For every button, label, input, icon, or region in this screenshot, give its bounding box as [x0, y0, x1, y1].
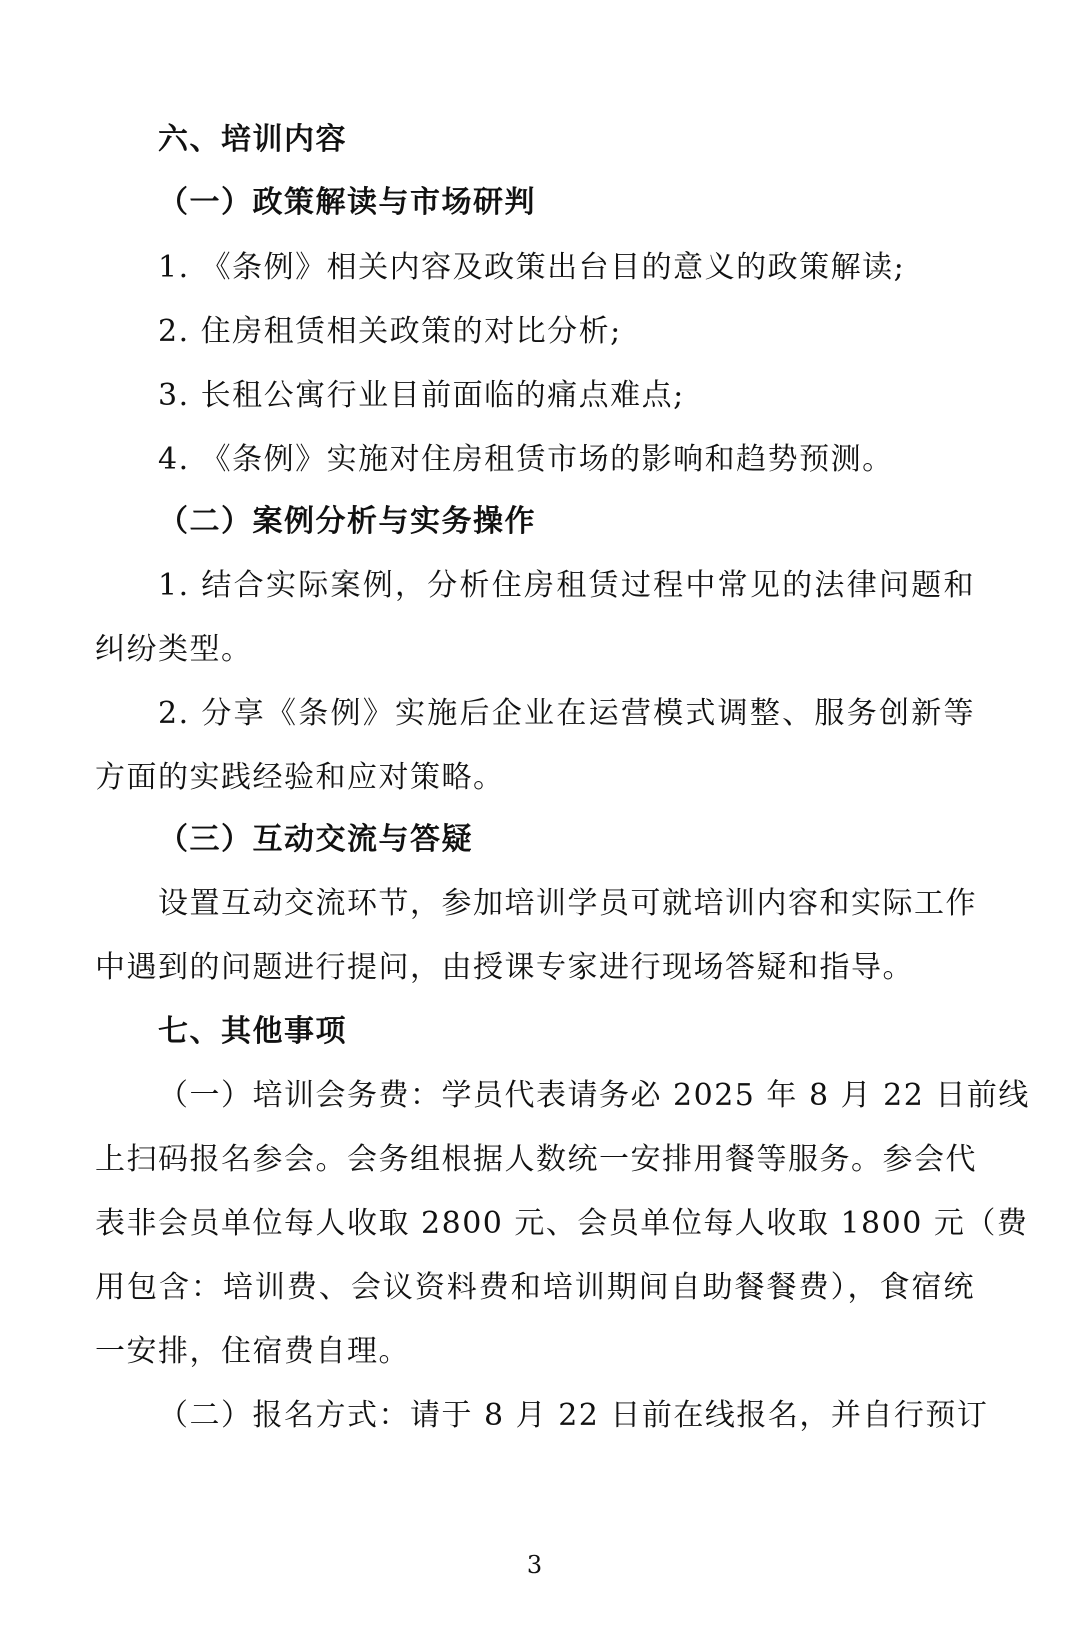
paragraph-line: 一安排，住宿费自理。 [95, 1334, 410, 1369]
list-item: 2. 分享《条例》实施后企业在运营模式调整、服务创新等 [158, 696, 975, 731]
paragraph-line: （一）培训会务费：学员代表请务必 2025 年 8 月 22 日前线 [158, 1078, 1030, 1113]
section-6-title: 六、培训内容 [158, 122, 347, 157]
paragraph-line: 中遇到的问题进行提问，由授课专家进行现场答疑和指导。 [95, 950, 914, 985]
section-7-title: 七、其他事项 [158, 1014, 347, 1049]
paragraph-line: （二）报名方式：请于 8 月 22 日前在线报名，并自行预订 [158, 1398, 989, 1433]
list-item: 2. 住房租赁相关政策的对比分析; [158, 314, 622, 349]
list-item: 1. 结合实际案例，分析住房租赁过程中常见的法律问题和 [158, 568, 975, 603]
paragraph-line: 设置互动交流环节，参加培训学员可就培训内容和实际工作 [158, 886, 977, 921]
paragraph-line: 用包含：培训费、会议资料费和培训期间自助餐餐费），食宿统 [95, 1270, 975, 1305]
paragraph-line: 表非会员单位每人收取 2800 元、会员单位每人收取 1800 元（费 [95, 1206, 1029, 1241]
page-number: 3 [526, 1551, 543, 1579]
subsection-3-title: （三）互动交流与答疑 [158, 822, 473, 857]
list-item: 3. 长租公寓行业目前面临的痛点难点; [158, 378, 685, 413]
list-item-continuation: 方面的实践经验和应对策略。 [95, 760, 505, 795]
list-item-continuation: 纠纷类型。 [95, 632, 253, 667]
subsection-1-title: （一）政策解读与市场研判 [158, 185, 536, 220]
list-item: 1. 《条例》相关内容及政策出台目的意义的政策解读; [158, 250, 906, 285]
list-item: 4. 《条例》实施对住房租赁市场的影响和趋势预测。 [158, 442, 894, 477]
paragraph-line: 上扫码报名参会。会务组根据人数统一安排用餐等服务。参会代 [95, 1142, 977, 1177]
subsection-2-title: （二）案例分析与实务操作 [158, 504, 536, 539]
